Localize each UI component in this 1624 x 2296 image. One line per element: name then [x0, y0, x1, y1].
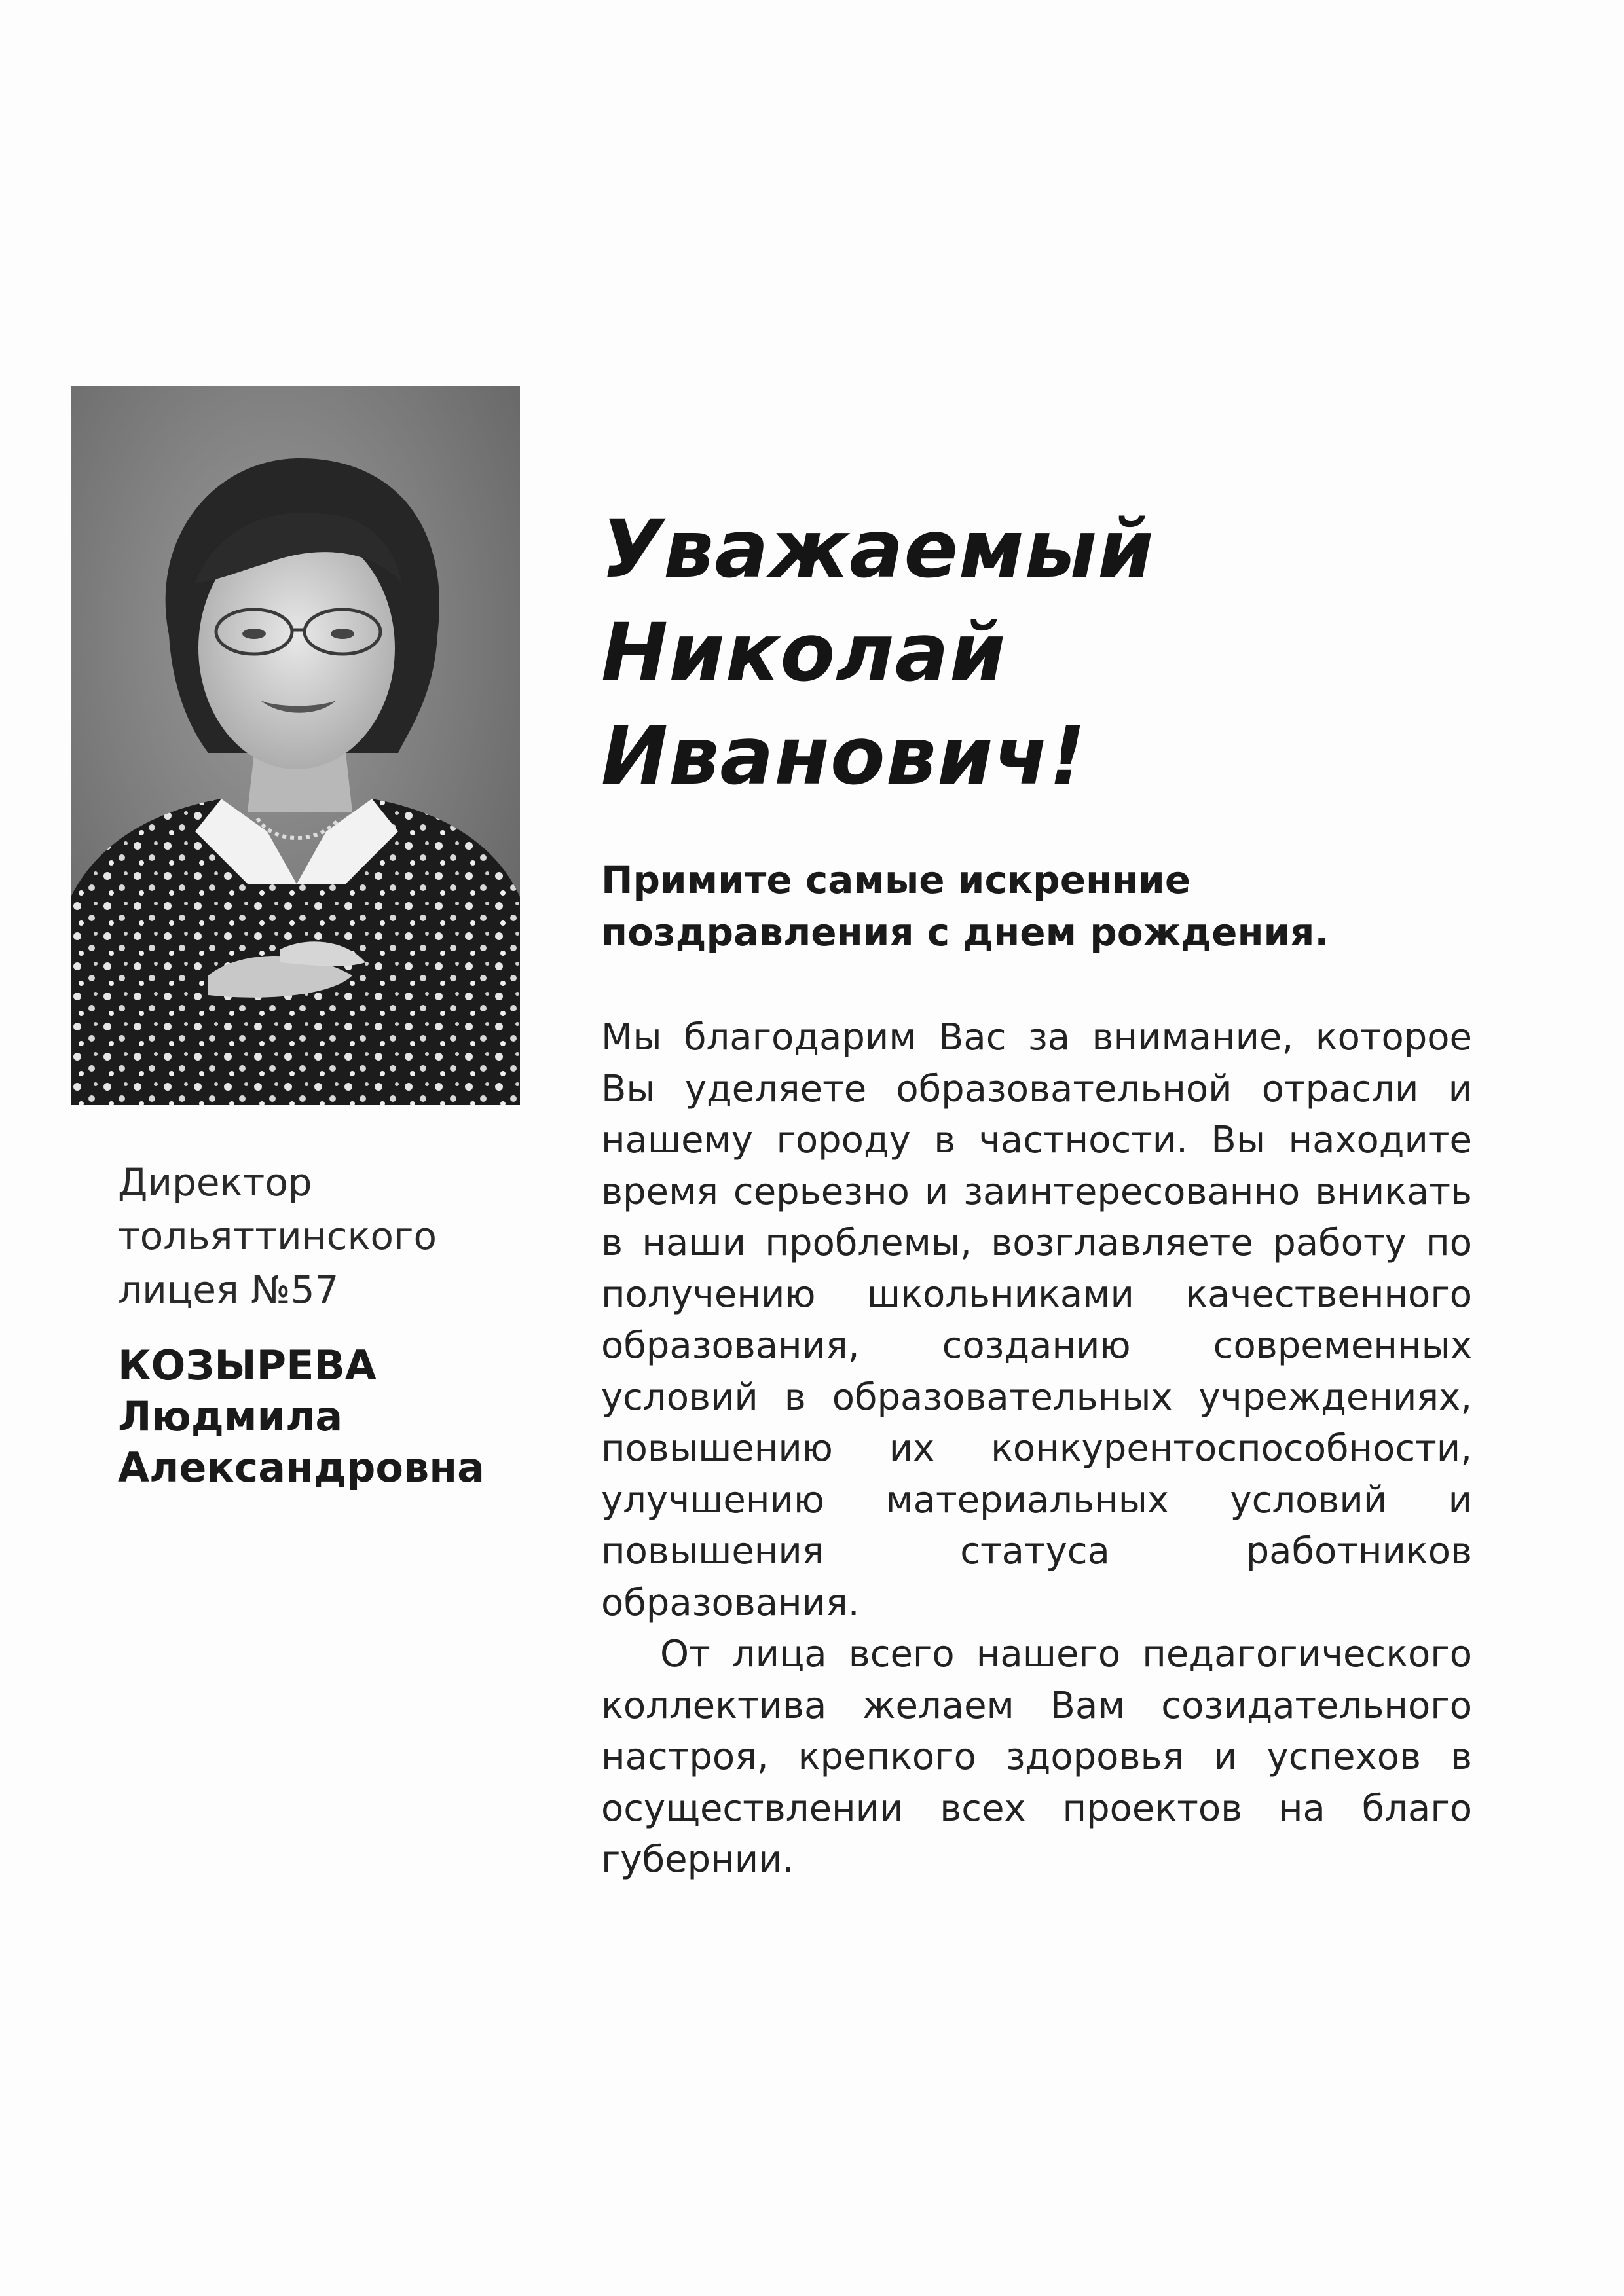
- author-patronymic: Александровна: [118, 1444, 485, 1491]
- subheading-line: поздравления с днем рождения.: [601, 910, 1329, 955]
- author-role: [118, 1156, 511, 1317]
- greeting-line: Николай Иванович!: [601, 606, 1086, 803]
- letter-subheading: [601, 854, 1472, 958]
- letter-greeting: [601, 498, 1472, 808]
- letter-body: [601, 1012, 1472, 1886]
- letter: [601, 498, 1472, 1886]
- portrait-image: [71, 386, 520, 1105]
- subheading-line: Примите самые искренние: [601, 858, 1191, 902]
- author-role-line: тольяттинского: [118, 1214, 437, 1258]
- letter-paragraph: От лица всего нашего педагогического коллектива желаем Вам созидательного настроя, крепкого здоровья и успехов в осуществлении всех проектов на благо губернии.: [601, 1633, 1472, 1881]
- greeting-line: Уважаемый: [601, 503, 1154, 596]
- author-role-line: Директор: [118, 1160, 312, 1205]
- author-surname: КОЗЫРЕВА: [118, 1341, 377, 1389]
- author-caption: [118, 1156, 511, 1493]
- portrait-photo: [71, 386, 520, 1105]
- letter-paragraph: Мы благодарим Вас за внимание, которое Вы уделяете образовательной отрасли и нашему городу в частности. Вы находите время серьезно и заинтересованно вникать в наши проблемы, возглавляете работу по получению школьниками качественного образования, созданию современных условий в образовательных учреждениях, повышению их конкурентоспособности, улучшению материальных условий и повышения статуса работников образования.: [601, 1016, 1472, 1624]
- author-role-line: лицея №57: [118, 1267, 339, 1312]
- author-first-name: Людмила: [118, 1393, 343, 1440]
- author-name: [118, 1340, 511, 1493]
